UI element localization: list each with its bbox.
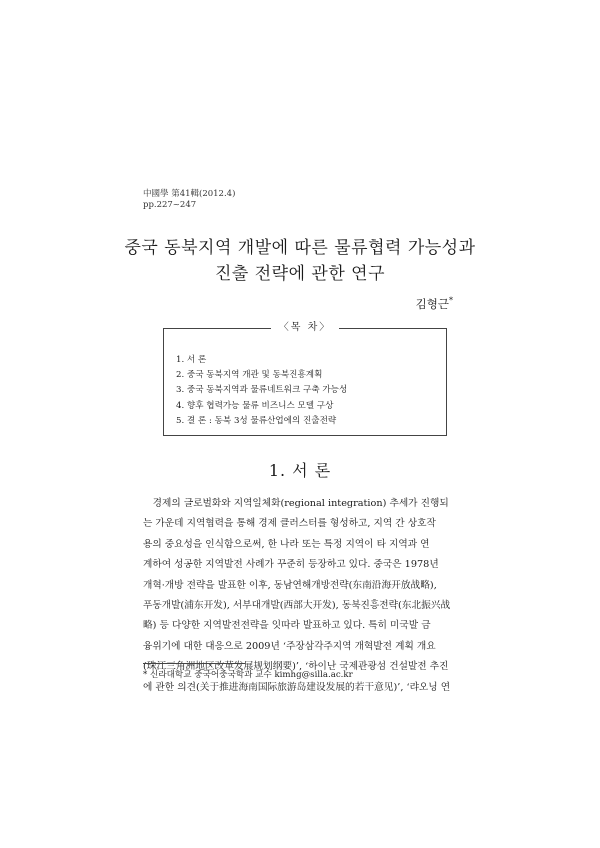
footnote: * 신라대학교 중국어중국학과 교수 kimhg@silla.ac.kr — [143, 670, 353, 680]
journal-pages: pp.227~247 — [143, 200, 197, 210]
journal-info — [143, 189, 235, 211]
toc-title: 〈목 차〉 — [164, 322, 446, 334]
body-line: 略) 등 다양한 지역발전전략을 잇따라 발표하고 있다. 특히 미국발 금 — [143, 620, 431, 632]
table-of-contents — [163, 322, 447, 436]
body-line: (珠江三角洲地区改革发展规划纲要)’, ‘하이난 국제관광섬 건설발전 추진 — [143, 661, 449, 673]
author-footnote-mark: * — [449, 296, 453, 306]
body-line: 개혁·개방 전략을 발표한 이후, 동남연해개방전략(东南沿海开放战略), — [143, 579, 437, 591]
body-line: 푸동개발(浦东开发), 서부대개발(西部大开发), 동북진흥전략(东北振兴战 — [143, 600, 451, 612]
journal-volume: 中國學 第41輯(2012.4) — [143, 189, 236, 199]
body-line: 용의 중요성을 인식함으로써, 한 나라 또는 특정 지역이 타 지역과 연 — [143, 538, 430, 550]
body-line: 는 가운데 지역협력을 통해 경제 클러스터를 형성하고, 지역 간 상호작 — [143, 518, 436, 530]
toc-list — [176, 353, 347, 429]
footnote-divider — [143, 663, 245, 664]
toc-item: 1. 서 론 — [176, 355, 207, 365]
section-heading: 1. 서 론 — [268, 461, 332, 480]
paper-title — [0, 235, 600, 287]
paper-title-line-2: 진출 전략에 관한 연구 — [214, 264, 385, 284]
body-line: 계하여 성공한 지역발전 사례가 꾸준히 등장하고 있다. 중국은 1978년 — [143, 559, 439, 571]
paper-title-line-1: 중국 동북지역 개발에 따른 물류협력 가능성과 — [124, 238, 476, 258]
toc-item: 3. 중국 동북지역과 물류네트워크 구축 가능성 — [176, 385, 348, 396]
toc-item: 5. 결 론 : 동북 3성 물류산업에의 진출전략 — [176, 415, 337, 426]
toc-item: 2. 중국 동북지역 개관 및 동북진흥계획 — [176, 370, 323, 381]
author — [416, 296, 453, 312]
toc-item: 4. 향후 협력가능 물류 비즈니스 모델 구상 — [176, 400, 334, 411]
body-line: 융위기에 대한 대응으로 2009년 ‘주장삼각주지역 개혁발전 계획 개요 — [143, 640, 436, 652]
body-line: 에 관한 의견(关于推进海南国际旅游岛建设发展的若干意见)’, ‘랴오닝 연 — [143, 681, 451, 693]
author-name: 김형근 — [415, 297, 449, 311]
body-line: 경제의 글로벌화와 지역일체화(regional integration) 추세가 진행되 — [143, 498, 449, 509]
